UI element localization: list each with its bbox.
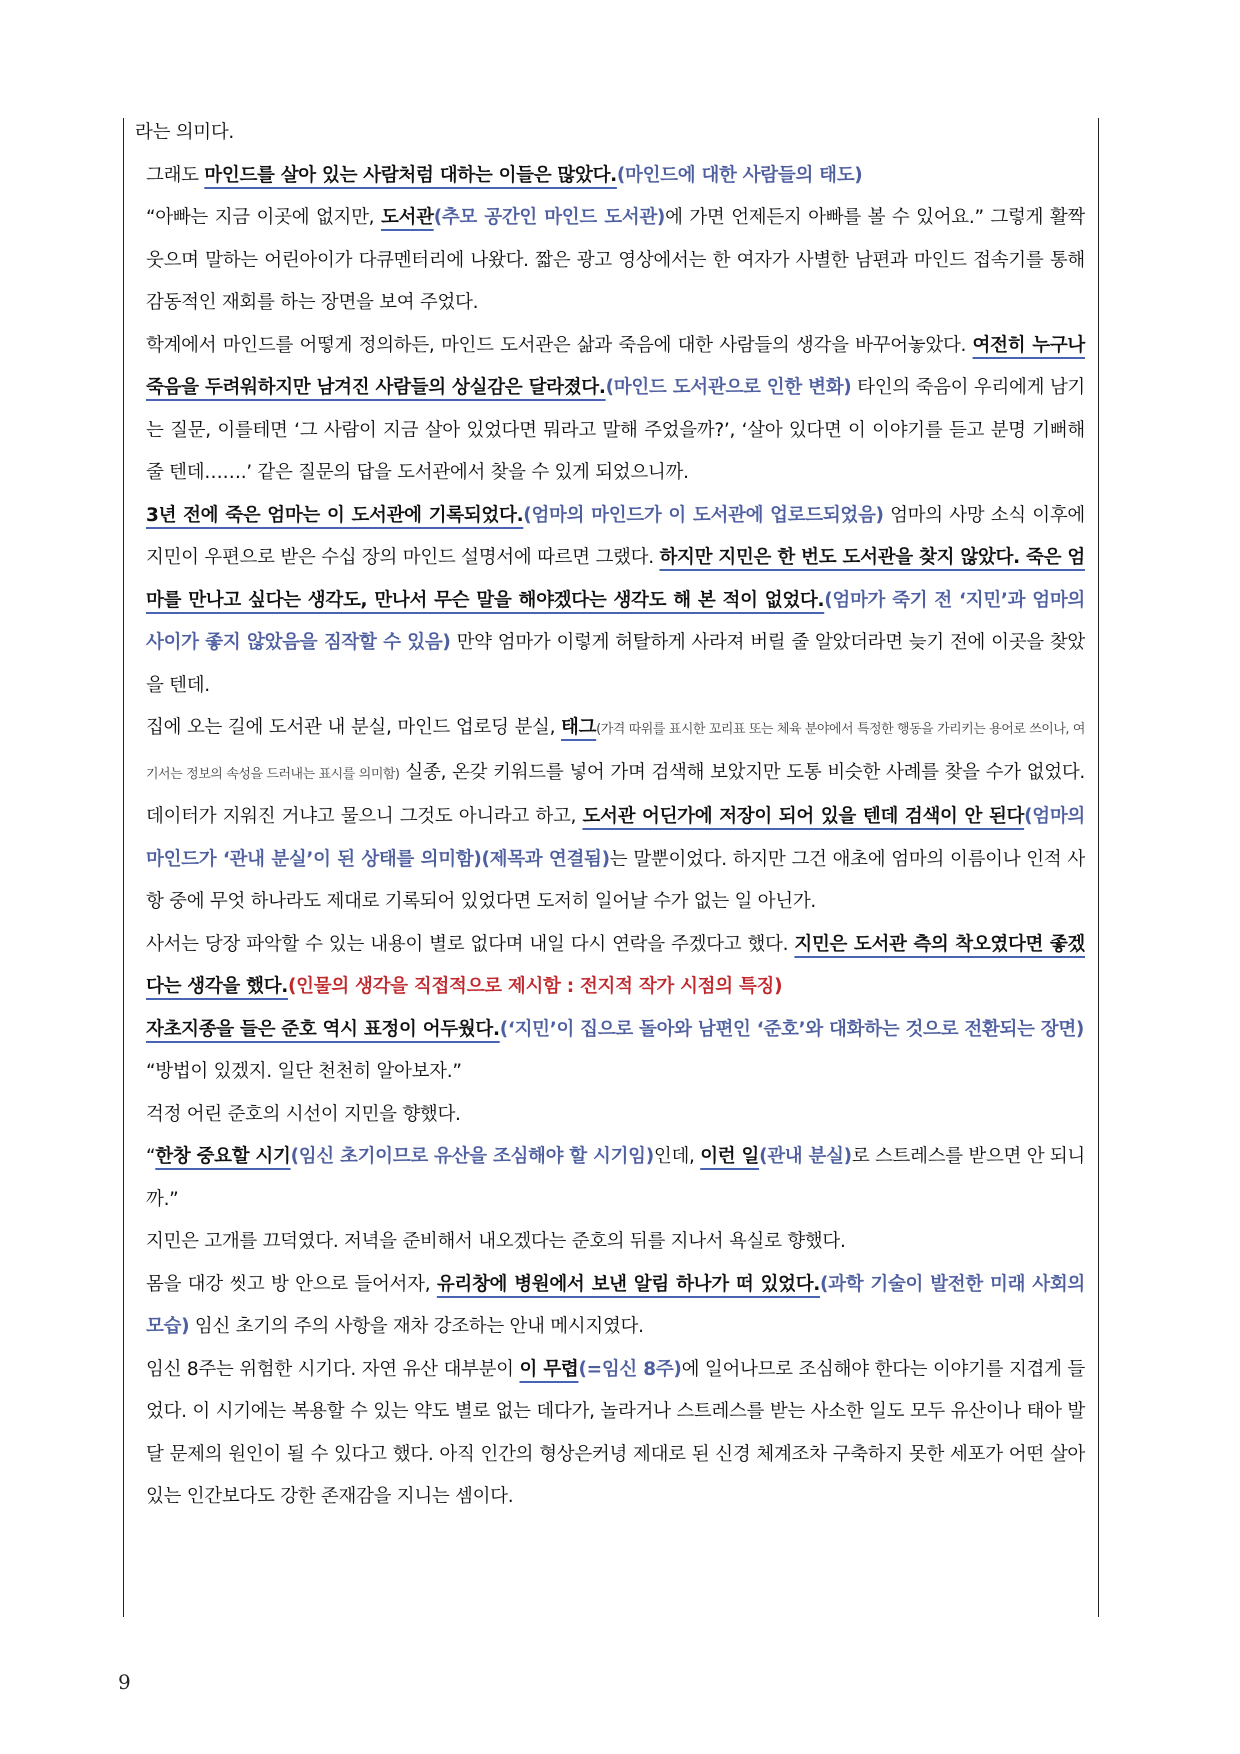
paragraph — [135, 1349, 1085, 1519]
annotation-note-emphasis: (인물의 생각을 직접적으로 제시함 : 전지적 작가 시점의 특징) — [288, 976, 783, 997]
body-text: 에 일어나므로 조심해야 한다는 이야기를 지겹게 들었다. 이 시기에는 복용할 수 있는 약도 별로 없는 데다가, 놀라거나 스트레스를 받는 사소한 일도 모두 유산이나 태아 발달 문제의 원인이 될 수 있다고 했다. 아직 인간의 형상은커녕 제대로 된 신경 체계조차 구축하지 못한 세포가 어떤 살아 있는 인간보다도 강한 존재감을 지니는 셈이다. — [146, 1358, 1085, 1507]
body-text: 임신 8주는 위험한 시기다. 자연 유산 대부분이 — [146, 1358, 520, 1380]
footnote-gloss: (가격 따위를 표시한 꼬리표 또는 체육 분야에서 특정한 행동을 가리키는 용어로 쓰이나, 여기서는 정보의 속성을 드러내는 표시를 의미함) — [146, 722, 1085, 782]
document-body — [135, 112, 1085, 1519]
body-text: “아빠는 지금 이곳에 없지만, — [146, 207, 381, 228]
body-text: 엄마의 사망 소식 이후에 지민이 우편으로 받은 수십 장의 마인드 설명서에 따르면 그랬다. — [146, 504, 1085, 568]
page-number: 9 — [118, 1670, 131, 1694]
body-text: 학계에서 마인드를 어떻게 정의하든, 마인드 도서관은 삶과 죽음에 대한 사람들의 생각을 바꾸어놓았다. — [146, 334, 973, 356]
body-text: 몸을 대강 씻고 방 안으로 들어서자, — [146, 1273, 437, 1295]
body-text: 사서는 당장 파악할 수 있는 내용이 별로 없다며 내일 다시 연락을 주겠다고 했다. — [146, 933, 795, 955]
underlined-key-sentence: 도서관 어딘가에 저장이 되어 있을 텐데 검색이 안 된다 — [582, 806, 1025, 827]
body-text: 집에 오는 길에 도서관 내 분실, 마인드 업로딩 분실, — [146, 717, 562, 738]
body-text: 임신 초기의 주의 사항을 재차 강조하는 안내 메시지였다. — [189, 1316, 644, 1337]
annotation-note: (=임신 8주) — [578, 1358, 682, 1380]
annotation-note: (엄마의 마인드가 ‘관내 분실’이 된 상태를 의미함)(제목과 연결됨) — [146, 806, 1085, 870]
body-text: “ — [146, 1146, 156, 1167]
paragraph — [135, 707, 1085, 924]
annotation-note: (관내 분실) — [759, 1146, 852, 1167]
body-text: 지민은 고개를 끄덕였다. 저녁을 준비해서 내오겠다는 준호의 뒤를 지나서 욕실로 향했다. — [146, 1231, 846, 1252]
body-text: 라는 의미다. — [135, 122, 235, 143]
paragraph — [135, 1051, 1085, 1094]
annotation-note: (과학 기술이 발전한 미래 사회의 모습) — [146, 1273, 1085, 1337]
paragraph — [135, 1264, 1085, 1349]
paragraph — [135, 1009, 1085, 1052]
body-text: 로 스트레스를 받으면 안 되니까.” — [146, 1146, 1086, 1210]
underlined-key-sentence: 유리창에 병원에서 보낸 알림 하나가 떠 있었다. — [436, 1273, 821, 1295]
body-text: 만약 엄마가 이렇게 허탈하게 사라져 버릴 줄 알았더라면 늦기 전에 이곳을 찾았을 텐데. — [146, 632, 1085, 696]
annotation-note: (추모 공간인 마인드 도서관) — [433, 207, 666, 228]
paragraph — [135, 197, 1085, 325]
body-text: “방법이 있겠지. 일단 천천히 알아보자.” — [146, 1061, 462, 1082]
body-text: 는 말뿐이었다. 하지만 그건 애초에 엄마의 이름이나 인적 사항 중에 무엇 하나라도 제대로 기록되어 있었다면 도저히 일어날 수가 없는 일 아닌가. — [146, 848, 1085, 912]
underlined-key-sentence: 하지만 지민은 한 번도 도서관을 찾지 않았다. 죽은 엄마를 만나고 싶다는 생각도, 만나서 무슨 말을 해야겠다는 생각도 해 본 적이 없었다. — [146, 547, 1085, 611]
body-text: 실종, 온갖 키워드를 넣어 가며 검색해 보았지만 도통 비슷한 사례를 찾을 수가 없었다. 데이터가 지워진 거냐고 물으니 그것도 아니라고 하고, — [146, 761, 1085, 827]
underlined-key-sentence: 도서관 — [380, 207, 434, 228]
paragraph — [135, 495, 1085, 708]
annotation-note: (‘지민’이 집으로 돌아와 남편인 ‘준호’와 대화하는 것으로 전환되는 장면) — [499, 1018, 1085, 1040]
annotation-note: (엄마의 마인드가 이 도서관에 업로드되었음) — [523, 504, 884, 526]
underlined-key-sentence: 태그 — [561, 717, 597, 738]
underlined-key-sentence: 마인드를 살아 있는 사람처럼 대하는 이들은 많았다. — [204, 164, 617, 186]
annotation-note: (마인드 도서관으로 인한 변화) — [605, 377, 852, 398]
underlined-key-sentence: 3년 전에 죽은 엄마는 이 도서관에 기록되었다. — [146, 504, 524, 526]
annotation-note: (임신 초기이므로 유산을 조심해야 할 시기임) — [290, 1146, 654, 1167]
annotation-note: (마인드에 대한 사람들의 태도) — [616, 164, 863, 186]
paragraph — [135, 155, 1085, 198]
body-text: 인데, — [653, 1146, 701, 1167]
paragraph — [135, 1221, 1085, 1264]
underlined-key-sentence: 자초지종을 들은 준호 역시 표정이 어두웠다. — [146, 1018, 500, 1040]
body-text: 에 가면 언제든지 아빠를 볼 수 있어요.” 그렇게 활짝 웃으며 말하는 어린아이가 다큐멘터리에 나왔다. 짧은 광고 영상에서는 한 여자가 사별한 남편과 마인드 접속기를 통해 감동적인 재회를 하는 장면을 보여 주었다. — [146, 207, 1085, 313]
underlined-key-sentence: 한창 중요할 시기 — [155, 1146, 291, 1167]
paragraph — [135, 1136, 1085, 1221]
body-text: 걱정 어린 준호의 시선이 지민을 향했다. — [146, 1103, 461, 1125]
underlined-key-sentence: 이런 일 — [700, 1146, 760, 1167]
annotation-note: (엄마가 죽기 전 ‘지민’과 엄마의 사이가 좋지 않았음을 짐작할 수 있음) — [146, 589, 1085, 653]
underlined-key-sentence: 이 무렵 — [519, 1358, 579, 1380]
paragraph — [135, 112, 1085, 155]
underlined-key-sentence: 여전히 누구나 죽음을 두려워하지만 남겨진 사람들의 상실감은 달라졌다. — [146, 334, 1085, 398]
paragraph — [135, 325, 1085, 495]
paragraph — [135, 924, 1085, 1009]
underlined-key-sentence: 지민은 도서관 측의 착오였다면 좋겠다는 생각을 했다. — [146, 933, 1085, 997]
body-text: 그래도 — [146, 164, 205, 186]
body-text: 타인의 죽음이 우리에게 남기는 질문, 이를테면 ‘그 사람이 지금 살아 있었다면 뭐라고 말해 주었을까?’, ‘살아 있다면 이 이야기를 듣고 분명 기뻐해 줄 텐데…….’ 같은 질문의 답을 도서관에서 찾을 수 있게 되었으니까. — [146, 377, 1085, 483]
paragraph — [135, 1094, 1085, 1137]
